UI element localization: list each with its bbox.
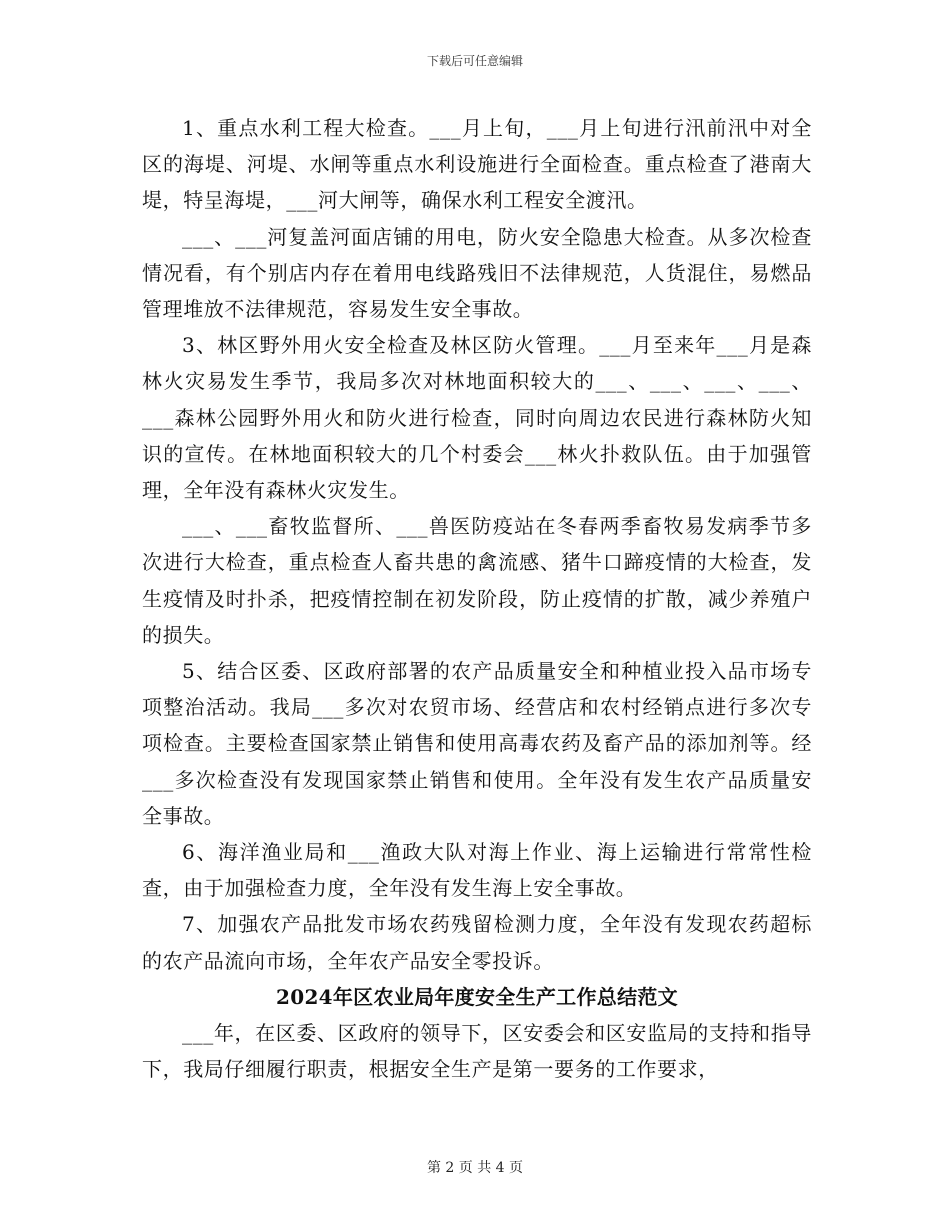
page-header-note: 下载后可任意编辑: [426, 54, 523, 68]
paragraph-pesticide-testing: 7、加强农产品批发市场农药残留检测力度，全年没有发现农药超标的农产品流向市场，全年农产品安全零投诉。: [142, 912, 812, 973]
paragraph-annual-summary-intro: ___年，在区委、区政府的领导下，区安委会和区安监局的支持和指导下，我局仔细履行职责，根据安全生产是第一要务的工作要求，: [142, 1021, 812, 1082]
paragraph-shop-fire-safety: ___、___河复盖河面店铺的用电，防火安全隐患大检查。从多次检查情况看，有个别店内存在着用电线路残旧不法律规范，人货混住，易燃品管理堆放不法律规范，容易发生安全事故。: [142, 224, 812, 322]
page-number: 第 2 页 共 4 页: [426, 1160, 524, 1176]
paragraph-water-inspection: 1、重点水利工程大检查。___月上旬，___月上旬进行汛前汛中对全区的海堤、河堤、水闸等重点水利设施进行全面检查。重点检查了港南大堤，特呈海堤，___河大闸等，确保水利工程安全渡汛。: [142, 116, 812, 213]
paragraph-agri-product-quality: 5、结合区委、区政府部署的农产品质量安全和种植业投入品市场专项整治活动。我局___多次对农贸市场、经营店和农村经销点进行多次专项检查。主要检查国家禁止销售和使用高毒农药及畜产品的添加剂等。经___多次检查没有发现国家禁止销售和使用。全年没有发生农产品质量安全事故。: [142, 659, 812, 828]
paragraph-livestock-inspection: ___、___畜牧监督所、___兽医防疫站在冬春两季畜牧易发病季节多次进行大检查，重点检查人畜共患的禽流感、猪牛口蹄疫情的大检查，发生疫情及时扑杀，把疫情控制在初发阶段，防止疫情的扩散，减少养殖户的损失。: [142, 514, 812, 647]
paragraph-forest-fire: 3、林区野外用火安全检查及林区防火管理。___月至来年___月是森林火灾易发生季节，我局多次对林地面积较大的___、___、___、___、___森林公园野外用火和防火进行检查，同时向周边农民进行森林防火知识的宣传。在林地面积较大的几个村委会___林火扑救队伍。由于加强管理，全年没有森林火灾发生。: [142, 333, 812, 503]
paragraph-marine-safety: 6、海洋渔业局和___渔政大队对海上作业、海上运输进行常常性检查，由于加强检查力度，全年没有发生海上安全事故。: [142, 840, 812, 901]
section-title: 2024年区农业局年度安全生产工作总结范文: [276, 984, 678, 1009]
document-body: [142, 110, 812, 1087]
